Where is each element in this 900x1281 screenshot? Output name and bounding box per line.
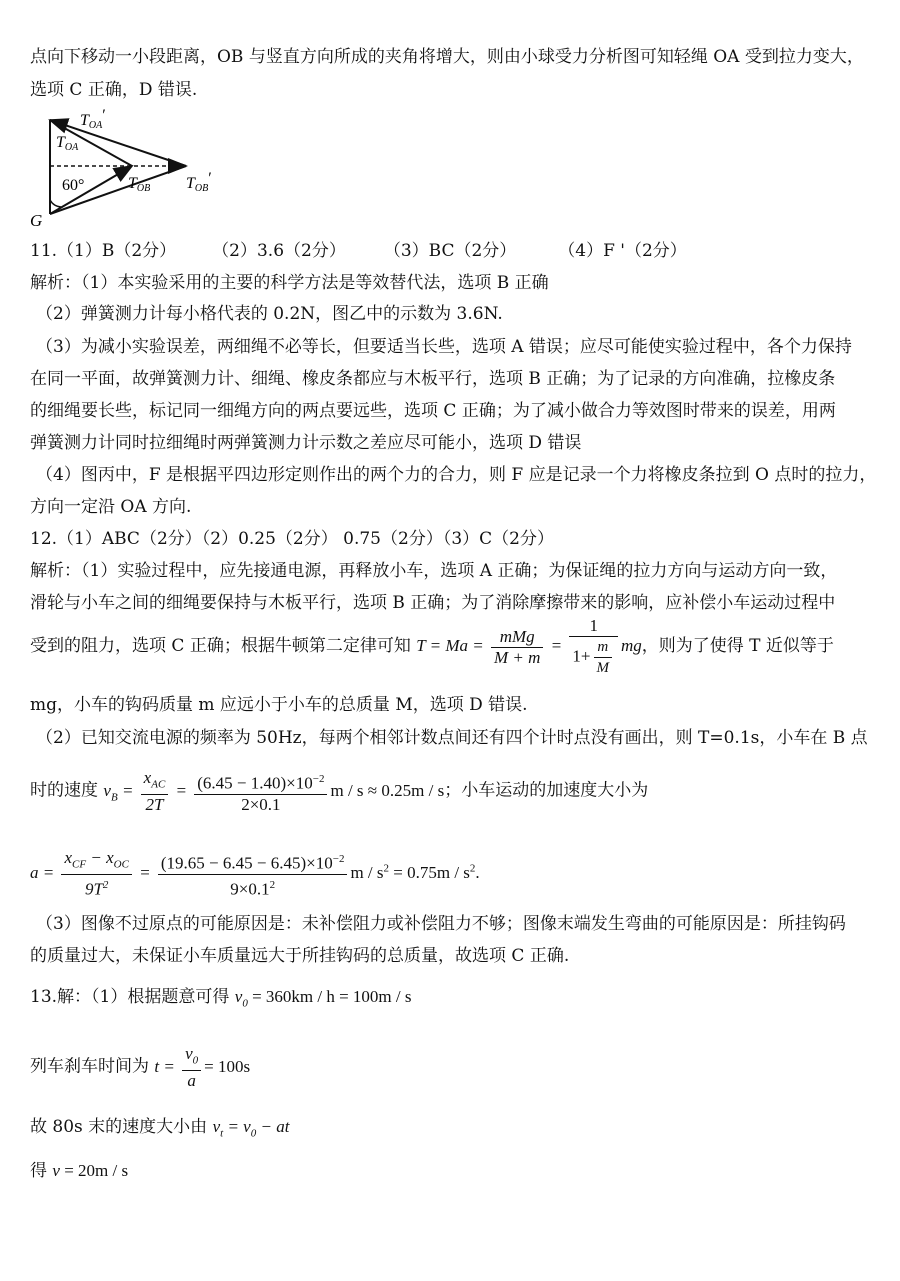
q11-answers: 11.（1）B（2分） （2）3.6（2分） （3）BC（2分） （4）F '（2分） [30, 241, 687, 261]
q13-line: 13.解：（1）根据题意可得 $v_0 = 360km / h = 100m / s$ [30, 987, 412, 1010]
velocity-formula-line: 时的速度 $v_B$ = $\frac{x_{AC}}{2T}$ = $\frac{(6.45 - 1.40)\times 10^{-2}}{2\times 0.1}$ m / s ≈ 0.25m / s；小车运动的加速度大小为 [30, 768, 649, 815]
q13-line: 故 80s 末的速度大小由 $v_t = v_0$ − at [30, 1117, 290, 1140]
text-line: （2）已知交流电源的频率为 50Hz，每两个相邻计数点间还有四个计时点没有画出，则 T=0.1s，小车在 B 点 [36, 728, 868, 748]
force-diagram [28, 108, 228, 232]
formula-time: t = $\frac{v_0}{a}$ = 100s [154, 1044, 251, 1091]
q13-line: 列车刹车时间为 t = $\frac{v_0}{a}$ = 100s [30, 1044, 251, 1091]
text-line: 弹簧测力计同时拉细绳时两弹簧测力计示数之差应尽可能小，选项 D 错误 [30, 433, 582, 453]
text-line: （3）为减小实验误差，两细绳不必等长，但要适当长些，选项 A 错误；应尽可能使实验过程中，各个力保持 [36, 337, 852, 357]
formula-velocity: $v_B$ = $\frac{x_{AC}}{2T}$ = $\frac{(6.45 - 1.40)\times 10^{-2}}{2\times 0.1}$ m / s ≈ 0.25m / s [103, 768, 445, 815]
angle-arc [50, 200, 61, 207]
q13-line: 得 v = 20m / s [30, 1161, 129, 1181]
text-line: （2）弹簧测力计每小格代表的 0.2N，图乙中的示数为 3.6N. [36, 304, 503, 324]
formula-vt: $v_t = v_0$ − at [212, 1117, 290, 1140]
formula-acceleration: a = $\frac{x_{CF} - x_{OC}}{9T^2}$ = $\frac{(19.65 - 6.45 - 6.45)\times 10^{-2}}{9\times 0.1^2}$ $m / s^2 = 0.75m / s^2$. [30, 848, 480, 900]
text-line: 的质量过大，未保证小车质量远大于所挂钩码的总质量，故选项 C 正确. [30, 946, 570, 966]
label-t-oa-prime: TOA′ [80, 108, 106, 131]
q12-answers: 12.（1）ABC（2分）（2）0.25（2分） 0.75（2分）（3）C（2分） [30, 529, 554, 549]
text-line: （3）图像不过原点的可能原因是：未补偿阻力或补偿阻力不够；图像末端发生弯曲的可能原因是：所挂钩码 [36, 914, 846, 934]
text-line: 滑轮与小车之间的细绳要保持与木板平行，选项 B 正确；为了消除摩擦带来的影响，应补偿小车运动过程中 [30, 593, 836, 613]
acceleration-formula-line [30, 848, 480, 900]
text-line: 点向下移动一小段距离，OB 与竖直方向所成的夹角将增大，则由小球受力分析图可知轻绳 OA 受到拉力变大， [30, 47, 864, 67]
text-line: 在同一平面，故弹簧测力计、细绳、橡皮条都应与木板平行，选项 B 正确；为了记录的方向准确，拉橡皮条 [30, 369, 836, 389]
text-line: （4）图丙中，F 是根据平四边形定则作出的两个力的合力，则 F 应是记录一个力将橡皮条拉到 O 点时的拉力， [36, 465, 877, 485]
label-angle: 60° [62, 177, 85, 194]
formula-v-result: v = 20m / s [52, 1161, 129, 1180]
text-line: 选项 C 正确，D 错误. [30, 80, 198, 100]
label-t-ob: TOB [128, 175, 151, 194]
formula-v0: $v_0 = 360km / h = 100m / s$ [234, 987, 412, 1010]
newton-formula-line: 受到的阻力，选项 C 正确；根据牛顿第二定律可知 T = Ma = $\frac{\text{mMg}}{M + m}$ = 1 1+ $\frac{m}{M}$ mg，则为了使得 T 近似等于 [30, 616, 834, 676]
label-t-ob-prime: TOB′ [186, 170, 212, 194]
label-t-oa: TOA [56, 134, 79, 153]
formula-newton: T = Ma = $\frac{\text{mMg}}{M + m}$ = 1 1+ $\frac{m}{M}$ mg [416, 616, 642, 676]
text-line: 解析：（1）实验过程中，应先接通电源，再释放小车，选项 A 正确；为保证绳的拉力方向与运动方向一致， [30, 561, 838, 581]
text-line: 的细绳要长些，标记同一细绳方向的两点要远些，选项 C 正确；为了减小做合力等效图时带来的误差，用两 [30, 401, 836, 421]
text-line: 方向一定沿 OA 方向. [30, 497, 192, 517]
text-line: mg，小车的钩码质量 m 应远小于小车的总质量 M，选项 D 错误. [30, 695, 528, 715]
text-line: 解析：（1）本实验采用的主要的科学方法是等效替代法，选项 B 正确 [30, 273, 549, 293]
label-g: G [30, 211, 43, 230]
